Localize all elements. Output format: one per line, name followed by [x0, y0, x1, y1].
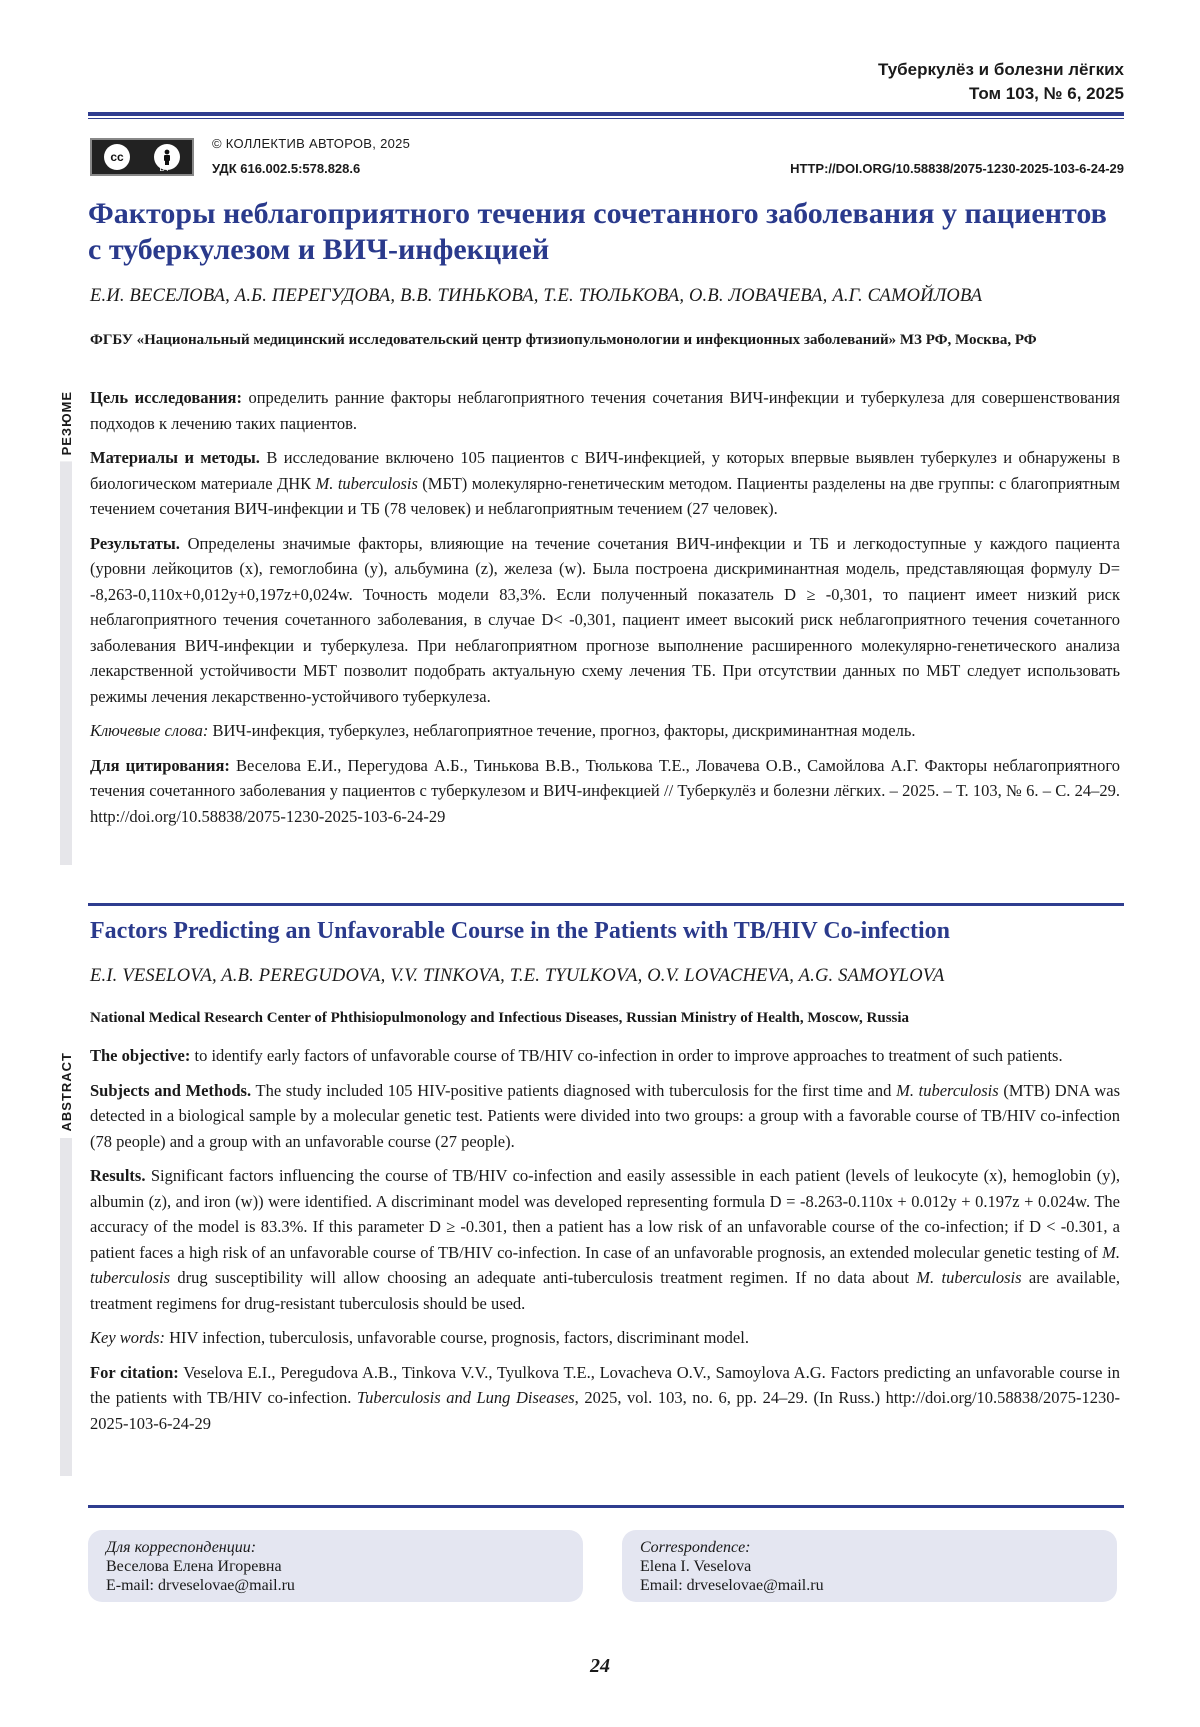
copyright: © КОЛЛЕКТИВ АВТОРОВ, 2025 — [212, 136, 411, 151]
ru-keywords-label: Ключевые слова: — [90, 721, 209, 740]
footer-rule — [88, 1505, 1124, 1508]
en-objective-label: The objective: — [90, 1046, 191, 1065]
correspondence-en-box — [622, 1530, 1117, 1602]
ru-tab-bar — [60, 461, 72, 865]
ru-results-label: Результаты. — [90, 533, 180, 553]
license-by-label: BY — [159, 164, 170, 173]
en-results-text-3: are available, treatment regimens for drug-resistant tuberculosis should be used. — [90, 1268, 1120, 1313]
en-keywords-text: HIV infection, tuberculosis, unfavorable course, prognosis, factors, discriminant model. — [165, 1328, 749, 1347]
en-methods-species: M. tuberculosis — [896, 1080, 999, 1100]
en-results-species-2: M. tuberculosis — [916, 1268, 1022, 1287]
ru-authors: Е.И. ВЕСЕЛОВА, А.Б. ПЕРЕГУДОВА, В.В. ТИНЬКОВА, Т.Е. ТЮЛЬКОВА, О.В. ЛОВАЧЕВА, А.Г. САМОЙЛОВА — [90, 286, 983, 306]
en-objective-text: to identify early factors of unfavorable course of TB/HIV co-infection in order to improve approaches to treatment of such patients. — [190, 1046, 1063, 1065]
journal-name: Туберкулёз и болезни лёгких — [877, 60, 1124, 79]
en-results-paragraph — [90, 1163, 1120, 1316]
cc-icon: cc — [104, 144, 130, 170]
en-methods-label: Subjects and Methods. — [90, 1080, 252, 1100]
en-citation-label: For citation: — [90, 1362, 179, 1382]
ru-citation-text[interactable]: Веселова Е.И., Перегудова А.Б., Тинькова В.В., Тюлькова Т.Е., Ловачева О.В., Самойлова А.Г. Факторы неблагоприятного течения сочетанного заболевания у пациентов с туберкулезом и ВИЧ-инфекцией // Туберкулёз и болезни лёгких. – 2025. – Т. 103, № 6. – С. 24–29. http://doi.org/10.58838/2075-1230-2025-103-6-24-29 — [90, 755, 1120, 826]
en-citation-journal: Tuberculosis and Lung Diseases — [356, 1388, 575, 1407]
header-rule-thin — [88, 118, 1124, 119]
ru-aim-label: Цель исследования: — [90, 388, 242, 407]
correspondence-ru-name: Веселова Елена Игоревна — [106, 1558, 282, 1575]
section-divider — [88, 903, 1124, 906]
ru-abstract — [90, 385, 1120, 838]
en-keywords-paragraph — [90, 1325, 1120, 1351]
ru-methods-label: Материалы и методы. — [90, 448, 260, 467]
en-affiliation: National Medical Research Center of Phthisiopulmonology and Infectious Diseases, Russian Ministry of Health, Moscow, Russia — [90, 1010, 910, 1026]
correspondence-en-email[interactable]: Email: drveselovae@mail.ru — [640, 1577, 824, 1594]
ru-methods-text: В исследование включено 105 пациентов с ВИЧ-инфекцией, у которых впервые выявлен туберкулез и обнаружены в биологическом материале ДНК — [90, 448, 1120, 493]
correspondence-ru-heading: Для корреспонденции: — [106, 1539, 257, 1556]
en-tab-label: ABSTRACT — [59, 1046, 74, 1138]
en-methods-paragraph — [90, 1078, 1120, 1155]
doi-link[interactable]: HTTP://DOI.ORG/10.58838/2075-1230-2025-103-6-24-29 — [790, 161, 1124, 176]
ru-affiliation: ФГБУ «Национальный медицинский исследовательский центр фтизиопульмонологии и инфекционных заболеваний» МЗ РФ, Москва, РФ — [90, 332, 1037, 348]
en-keywords-label: Key words: — [90, 1328, 166, 1347]
ru-tab-label: РЕЗЮМЕ — [59, 385, 74, 461]
en-methods-text: The study included 105 HIV-positive patients diagnosed with tuberculosis for the first time and — [251, 1080, 897, 1100]
ru-keywords-paragraph — [90, 718, 1120, 744]
correspondence-ru-box — [88, 1530, 583, 1602]
journal-header — [878, 58, 1124, 106]
correspondence-en-name: Elena I. Veselova — [640, 1558, 752, 1575]
ru-results-paragraph — [90, 531, 1120, 710]
header-rule — [88, 112, 1124, 116]
ru-methods-text-2: (МБТ) молекулярно-генетическим методом. Пациенты разделены на две группы: с благоприятным течением сочетания ВИЧ-инфекции и ТБ (78 человек) и неблагоприятным течением (27 человек). — [90, 473, 1120, 518]
ru-aim-paragraph — [90, 385, 1120, 436]
udk-code: УДК 616.002.5:578.828.6 — [212, 161, 361, 176]
correspondence-en-heading: Correspondence: — [640, 1539, 751, 1556]
ru-citation-paragraph — [90, 753, 1120, 830]
ru-methods-species: M. tuberculosis — [315, 473, 418, 493]
en-objective-paragraph — [90, 1043, 1120, 1069]
ru-citation-label: Для цитирования: — [90, 755, 230, 775]
en-abstract-side-tab — [52, 1046, 80, 1476]
correspondence-ru-email[interactable]: E-mail: drveselovae@mail.ru — [106, 1577, 295, 1594]
page-number: 24 — [590, 1655, 610, 1677]
en-citation-text: Veselova E.I., Peregudova A.B., Tinkova V.V., Tyulkova T.E., Lovacheva O.V., Samoylova A.G. Factors predicting an unfavorable course in the patients with TB/HIV co-infection. — [90, 1362, 1120, 1407]
en-results-text: Significant factors influencing the course of TB/HIV co-infection and easily assessible in each patient (levels of leukocyte (x), hemoglobin (y), albumin (z), and iron (w)) were identified. A discriminant model was developed representing formula D = -8.263-0.110x + 0.012y + 0.197z + 0.024w. The accuracy of the model is 83.3%. If this parameter D ≥ -0.301, then a patient has a low risk of an unfavorable course of the co-infection; if D < -0.301, a patient faces a high risk of an unfavorable course of TB/HIV co-infection. In case of an unfavorable prognosis, an extended molecular genetic testing of — [90, 1166, 1120, 1262]
ru-keywords-text: ВИЧ-инфекция, туберкулез, неблагоприятное течение, прогноз, факторы, дискриминантная модель. — [208, 721, 916, 740]
en-authors: E.I. VESELOVA, A.B. PEREGUDOVA, V.V. TINKOVA, T.E. TYULKOVA, O.V. LOVACHEVA, A.G. SAMOYLOVA — [90, 966, 945, 986]
en-article-title: Factors Predicting an Unfavorable Course in the Patients with TB/HIV Co-infection — [90, 918, 950, 944]
ru-methods-paragraph — [90, 445, 1120, 522]
en-tab-bar — [60, 1138, 72, 1477]
cc-by-license-badge[interactable] — [90, 138, 194, 176]
en-results-text-2: drug susceptibility will allow choosing an adequate anti-tuberculosis treatment regimen. If no data about — [170, 1268, 917, 1287]
en-citation-paragraph — [90, 1360, 1120, 1437]
en-abstract — [90, 1043, 1120, 1445]
ru-results-text: Определены значимые факторы, влияющие на течение сочетания ВИЧ-инфекции и ТБ и легкодоступные у каждого пациента (уровни лейкоцитов (x), гемоглобина (y), альбумина (z), железа (w). Была построена дискриминантная модель, представляющая формулу D= -8,263-0,110x+0,012y+0,197z+0,024w. Точность модели 83,3%. Если полученный показатель D ≥ -0,301, то пациент имеет низкий риск неблагоприятного течения сочетанного заболевания, в случае D< -0,301, пациент имеет высокий риск неблагоприятного течения сочетанного заболевания ВИЧ-инфекции и туберкулеза. При неблагоприятном прогнозе выполнение расширенного молекулярно-генетического анализа лекарственной устойчивости МБТ позволит подобрать актуальную схему лечения ТБ. При отсутствии данных по МБТ следует использовать режимы лечения лекарственно-устойчивого туберкулеза. — [90, 533, 1120, 706]
ru-abstract-side-tab — [52, 385, 80, 865]
ru-article-title: Факторы неблагоприятного течения сочетанного заболевания у пациентов с туберкулезом и ВИЧ-инфекцией — [88, 197, 1107, 266]
en-methods-text-2: (MTB) DNA was detected in a biological sample by a molecular genetic test. Patients were divided into two groups: a group with a favorable course of TB/HIV co-infection (78 people) and a group with an unfavorable course (27 people). — [90, 1080, 1120, 1151]
en-results-label: Results. — [90, 1166, 146, 1185]
ru-aim-text: определить ранние факторы неблагоприятного течения сочетания ВИЧ-инфекции и туберкулеза для совершенствования подходов к лечению таких пациентов. — [90, 388, 1120, 433]
journal-issue: Том 103, № 6, 2025 — [969, 84, 1124, 103]
en-results-species: M. tuberculosis — [90, 1242, 1120, 1287]
en-citation-text-2[interactable]: , 2025, vol. 103, no. 6, pp. 24–29. (In Russ.) http://doi.org/10.58838/2075-1230-2025-103-6-24-29 — [90, 1388, 1120, 1433]
